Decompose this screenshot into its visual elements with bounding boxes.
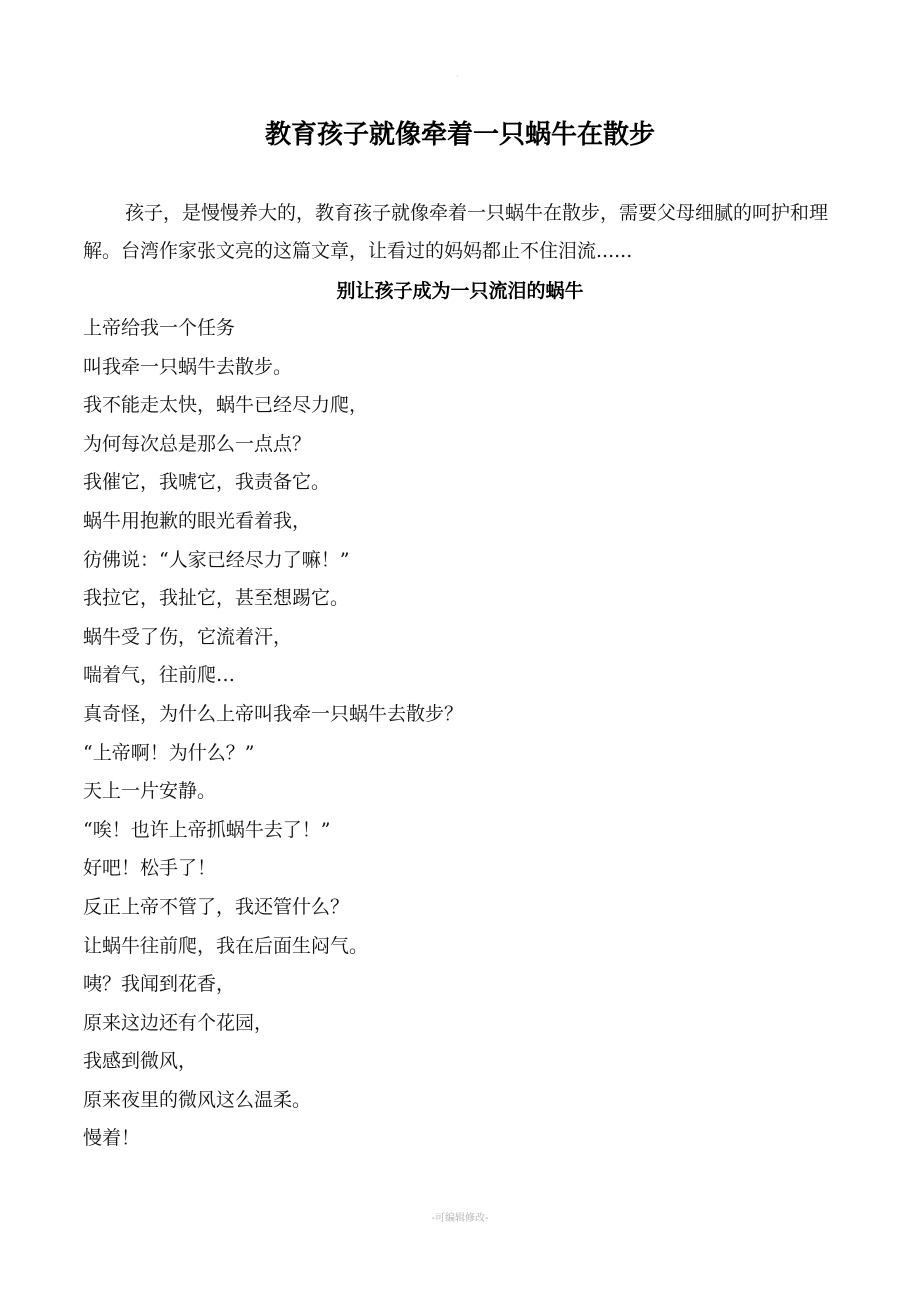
poem-line: 叫我牵一只蜗牛去散步。 xyxy=(83,355,293,378)
poem-line: 我拉它，我扯它，甚至想踢它。 xyxy=(83,587,350,610)
poem-title: 别让孩子成为一只流泪的蜗牛 xyxy=(336,280,584,302)
poem-line: 彷佛说：“人家已经尽力了嘛！” xyxy=(83,548,350,571)
poem-line: 好吧！松手了！ xyxy=(83,857,217,880)
poem-line: 为何每次总是那么一点点？ xyxy=(83,432,312,455)
poem-line: 喘着气，往前爬… xyxy=(83,664,236,687)
poem-line: 天上一片安静。 xyxy=(83,780,217,803)
poem-line: “唉！也许上帝抓蜗牛去了！” xyxy=(83,818,331,841)
poem-line: 我感到微风， xyxy=(83,1050,198,1073)
poem-line: 蜗牛受了伤，它流着汗， xyxy=(83,625,293,648)
poem-line: “上帝啊！为什么？” xyxy=(83,741,255,764)
poem-line: 原来这边还有个花园， xyxy=(83,1011,274,1034)
poem-line: 咦？我闻到花香， xyxy=(83,973,236,996)
poem-line: 我不能走太快，蜗牛已经尽力爬， xyxy=(83,394,369,417)
poem-line: 蜗牛用抱歉的眼光看着我， xyxy=(83,509,312,532)
poem-line: 慢着！ xyxy=(83,1127,141,1150)
poem-line: 上帝给我一个任务 xyxy=(83,317,236,339)
poem-line: 我催它，我唬它，我责备它。 xyxy=(83,471,331,494)
poem-line: 原来夜里的微风这么温柔。 xyxy=(83,1088,312,1111)
page-footer: -可编辑修改- xyxy=(431,1213,489,1224)
header-mark: · xyxy=(456,72,459,81)
poem-line: 真奇怪，为什么上帝叫我牵一只蜗牛去散步？ xyxy=(83,702,464,725)
intro-paragraph: 孩子，是慢慢养大的，教育孩子就像牵着一只蜗牛在散步，需要父母细腻的呵护和理解。台湾作家张文亮的这篇文章，让看过的妈妈都止不住泪流...... xyxy=(83,202,829,262)
poem-body xyxy=(83,309,843,1158)
page-title: 教育孩子就像牵着一只蜗牛在散步 xyxy=(264,120,655,150)
poem-line: 反正上帝不管了，我还管什么？ xyxy=(83,895,350,918)
poem-line: 让蜗牛往前爬，我在后面生闷气。 xyxy=(83,934,369,957)
